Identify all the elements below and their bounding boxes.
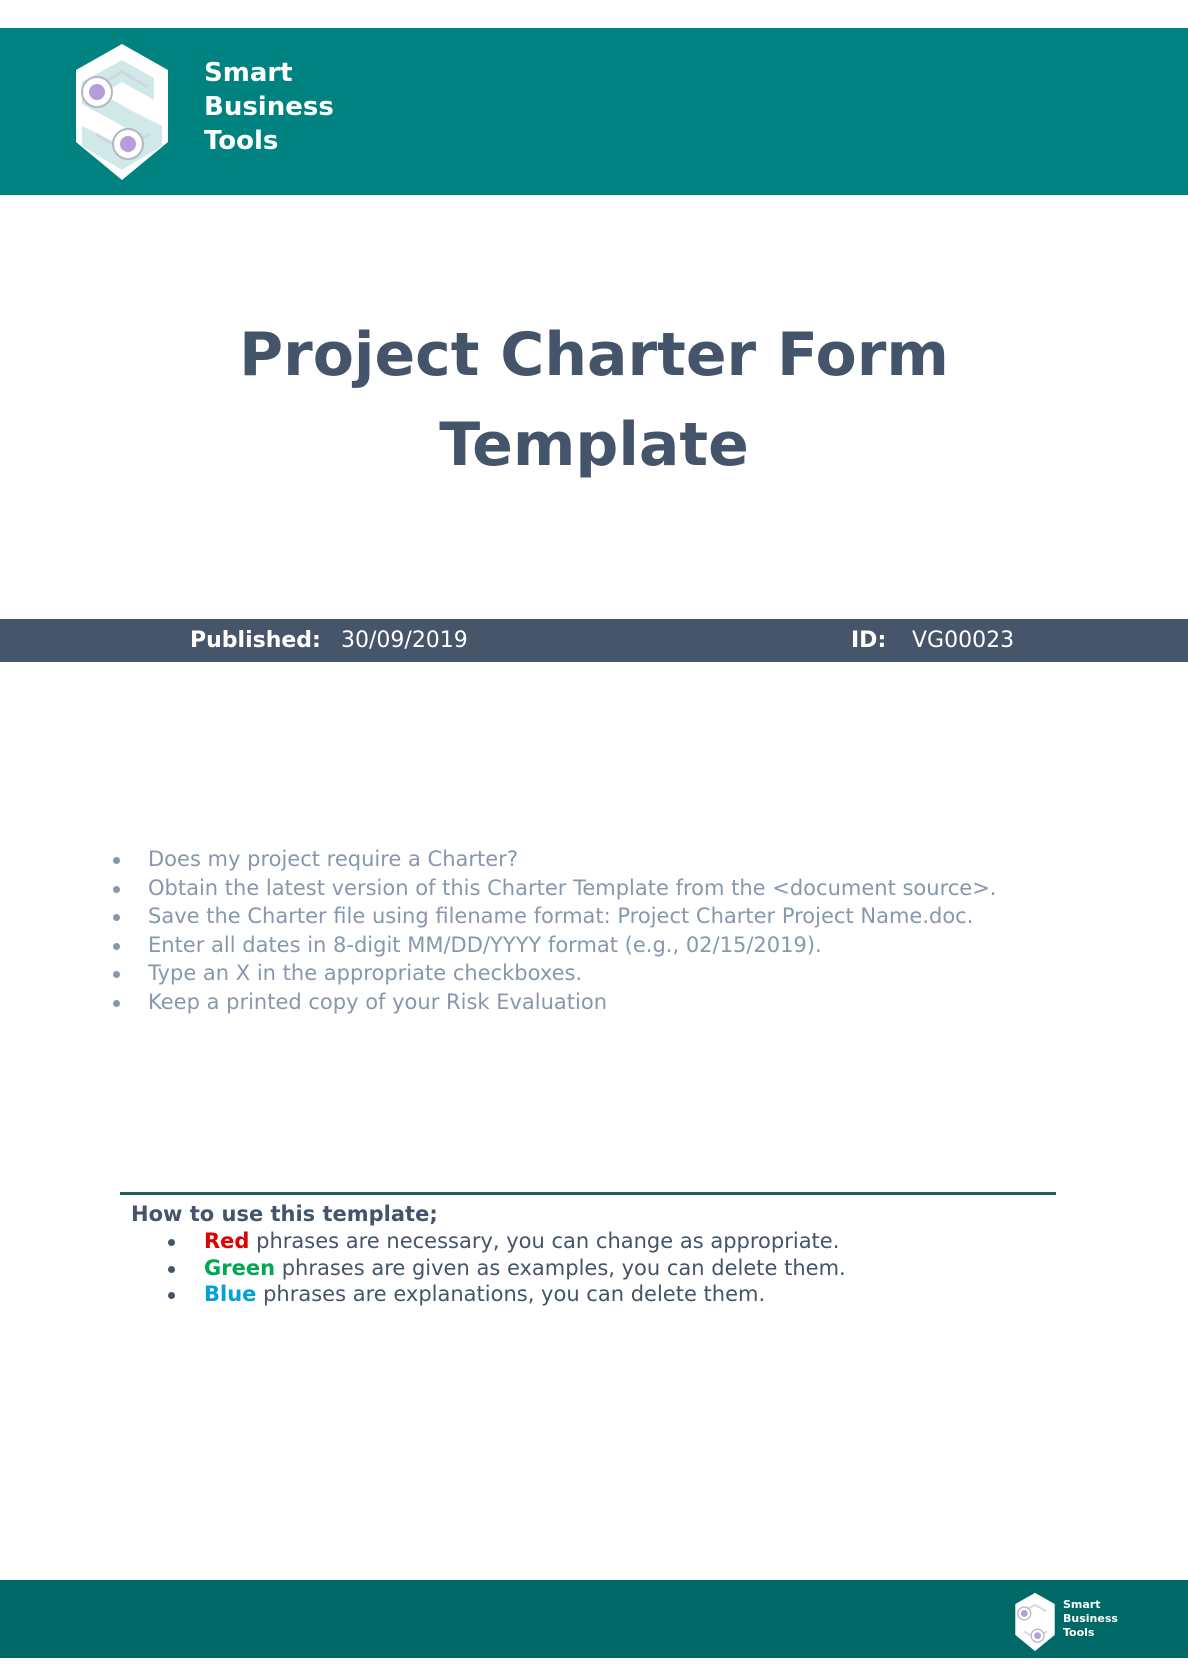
id-label: ID: [851, 628, 887, 653]
title-line: Project Charter Form [239, 320, 949, 390]
title-line: Template [439, 410, 749, 480]
footer-brand-name [1063, 1598, 1118, 1640]
howto-key-red: Red [204, 1229, 250, 1253]
brand-line: Tools [1063, 1626, 1095, 1639]
list-item: Save the Charter file using filename format: Project Charter Project Name.doc. [110, 902, 996, 931]
instructions-list [110, 845, 996, 1017]
howto-list [120, 1228, 1056, 1308]
list-item: Obtain the latest version of this Charter Template from the <document source>. [110, 874, 996, 903]
brand-line: Tools [204, 126, 279, 156]
id-value: VG00023 [912, 628, 1015, 653]
meta-band [0, 619, 1188, 662]
howto-item [168, 1281, 1056, 1308]
hexagon-cube-logo-icon [1010, 1592, 1060, 1652]
brand-logo [72, 42, 352, 182]
howto-key-green: Green [204, 1255, 276, 1280]
howto-key-blue: Blue [204, 1282, 257, 1306]
published-label: Published: [190, 628, 321, 653]
brand-line: Business [1063, 1612, 1118, 1625]
hexagon-cube-logo-icon [72, 42, 172, 182]
howto-title: How to use this template; [131, 1202, 438, 1226]
howto-section [120, 1192, 1056, 1308]
howto-text: phrases are necessary, you can change as appropriate. [249, 1229, 840, 1253]
list-item: Enter all dates in 8-digit MM/DD/YYYY format (e.g., 02/15/2019). [110, 931, 996, 960]
howto-item [168, 1228, 1056, 1255]
list-item: Keep a printed copy of your Risk Evaluation [110, 988, 996, 1017]
howto-text: phrases are given as examples, you can delete them. [275, 1255, 846, 1280]
brand-line: Smart [204, 58, 293, 88]
published-value: 30/09/2019 [341, 628, 468, 653]
list-item: Type an X in the appropriate checkboxes. [110, 959, 996, 988]
page-title [0, 310, 1188, 490]
howto-text: phrases are explanations, you can delete them. [256, 1282, 766, 1306]
footer-logo [1010, 1592, 1150, 1652]
brand-name [204, 56, 334, 158]
howto-item [168, 1255, 1056, 1282]
brand-line: Smart [1063, 1598, 1101, 1611]
list-item: Does my project require a Charter? [110, 845, 996, 874]
brand-line: Business [204, 92, 334, 122]
